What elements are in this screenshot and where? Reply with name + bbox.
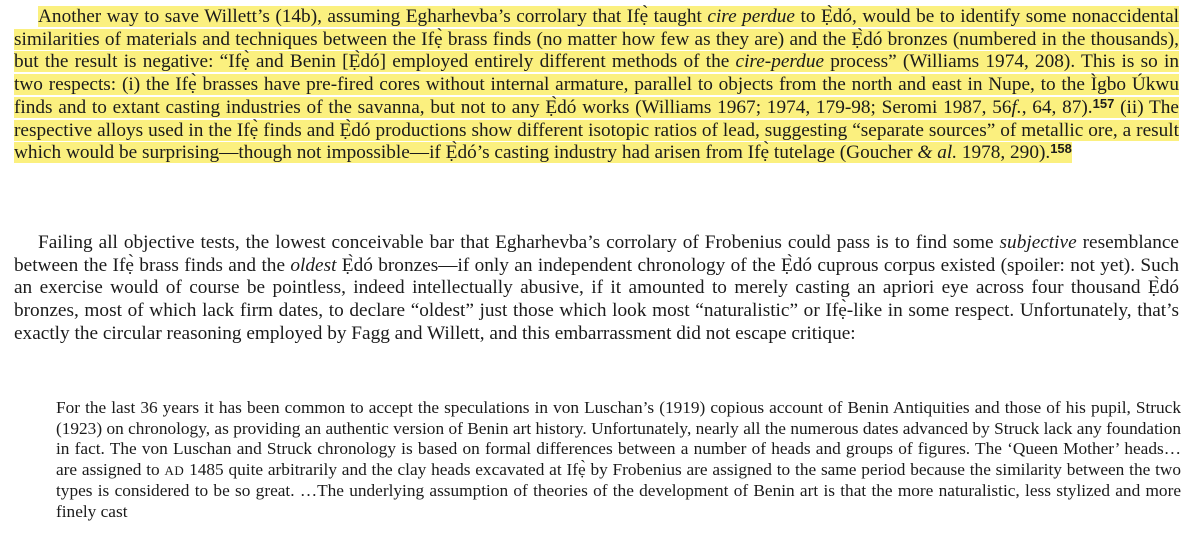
footnote-ref-158[interactable]: 158	[1050, 141, 1072, 157]
small-caps-ad: AD	[164, 462, 185, 478]
block-quote: For the last 36 years it has been common to accept the speculations in von Luschan’s (1919) copious account of Benin Antiquities and those of his pupil, Struck (1923) on chronology, as providing an authentic version of Benin art history. Unfortunately, nearly all the numerous dates advanced by Struck lack any foundation in fact. The von Luschan and Struck chronology is based on formal differences between a number of heads and groups of figures. The ‘Queen Mother’ heads… are assigned to AD 1485 quite arbitrarily and the clay heads excavated at Ifẹ̀ by Frobenius are assigned to the same period because the similarity between the two types is considered to be so great. …The underlying assumption of theories of the development of Benin art is that the more naturalistic, less stylized and more finely cast	[56, 398, 1181, 521]
paragraph-highlighted	[14, 6, 1179, 165]
paragraph-body: Failing all objective tests, the lowest conceivable bar that Egharhevba’s corrolary of Frobenius could pass is to find some subjective resemblance between the Ifẹ̀ brass finds and the oldest Ẹ̀dó bronzes—if only an independent chronology of the Ẹ̀dó cuprous corpus existed (spoiler: not yet). Such an exercise would of course be pointless, indeed intellectually abusive, if it amounted to merely casting an apriori eye across four thousand Ẹ̀dó bronzes, most of which lack firm dates, to declare “oldest” just those which look most “naturalistic” or Ifẹ̀-like in some respect. Unfortunately, that’s exactly the circular reasoning employed by Fagg and Willett, and this embarrassment did not escape critique:	[14, 232, 1179, 344]
highlighted-text: Another way to save Willett’s (14b), assuming Egharhevba’s corrolary that Ifẹ̀ taught cire perdue to Ẹ̀dó, would be to identify some nonaccidental similarities of materials and techniques between the Ifẹ̀ brass finds (no matter how few as they are) and the Ẹ̀dó bronzes (numbered in the thousands), but the result is negative: “Ifẹ̀ and Benin [Ẹ̀dó] employed entirely different methods of the cire-perdue process” (Williams 1974, 208). This is so in two respects: (i) the Ifẹ̀ brasses have pre-fired cores without internal armature, parallel to objects from the north and east in Nupe, to the Ìgbo Úkwu finds and to extant casting industries of the savanna, but not to any Ẹ̀dó works (Williams 1967; 1974, 179-98; Seromi 1987, 56f., 64, 87).$^{157}$ (ii) The respective alloys used in the Ifẹ̀ finds and Ẹ̀dó productions show different isotopic ratios of lead, suggesting “separate sources” of metallic ore, a result which would be surprising—though not impossible—if Ẹ̀dó’s casting industry had arisen from Ifẹ̀ tutelage (Goucher & al. 1978, 290).$^{158}$	[14, 6, 1180, 164]
footnote-ref-157[interactable]: 157	[1092, 95, 1115, 111]
